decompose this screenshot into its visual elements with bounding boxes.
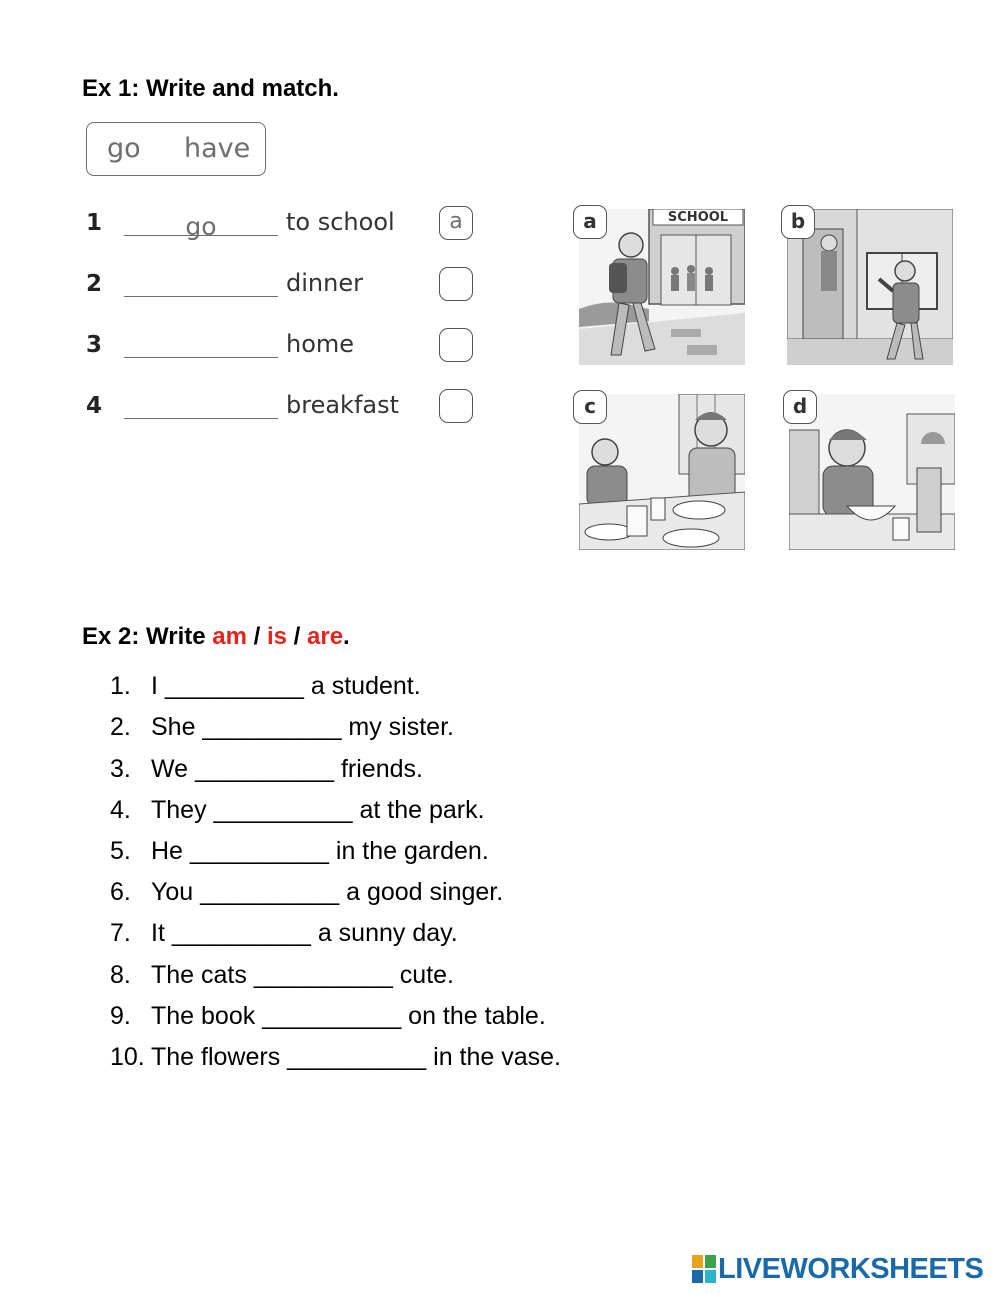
answer-input[interactable]: go xyxy=(185,212,217,241)
row-number: 4 xyxy=(86,393,103,419)
answer-line xyxy=(124,296,278,297)
ex2-heading-prefix: Ex 2: Write xyxy=(82,623,213,650)
picture-b xyxy=(787,209,953,365)
row-phrase: breakfast xyxy=(286,391,400,419)
answer-line xyxy=(124,418,278,419)
item-sentence[interactable]: The flowers __________ in the vase. xyxy=(151,1043,561,1071)
ex1-row-2 xyxy=(86,267,486,307)
item-number: 5. xyxy=(110,837,131,865)
item-sentence[interactable]: We __________ friends. xyxy=(151,755,423,783)
logo-text: LIVEWORKSHEETS xyxy=(718,1253,984,1285)
option-are: are xyxy=(307,623,344,650)
item-sentence[interactable]: The cats __________ cute. xyxy=(151,961,455,989)
ex1-row-4 xyxy=(86,389,486,429)
answer-line xyxy=(124,357,278,358)
picture-d xyxy=(789,394,955,550)
ex2-heading-suffix: . xyxy=(343,623,350,650)
logo-blocks-icon xyxy=(692,1255,716,1283)
row-number: 3 xyxy=(86,332,103,358)
ex1-heading: Ex 1: Write and match. xyxy=(82,75,339,102)
school-sign-text: SCHOOL xyxy=(667,210,729,225)
match-box[interactable]: a xyxy=(439,206,473,240)
word-box-word-have: have xyxy=(184,133,251,164)
ex1-row-3 xyxy=(86,328,486,368)
row-phrase: to school xyxy=(286,208,395,236)
match-box[interactable] xyxy=(439,267,473,301)
picture-label: b xyxy=(781,205,815,239)
item-number: 6. xyxy=(110,878,131,906)
item-number: 7. xyxy=(110,919,131,947)
option-am: am xyxy=(212,623,247,650)
item-number: 9. xyxy=(110,1002,131,1030)
item-number: 10. xyxy=(110,1043,145,1071)
option-is: is xyxy=(266,623,287,650)
separator: / xyxy=(246,623,267,650)
item-number: 2. xyxy=(110,713,131,741)
match-box[interactable] xyxy=(439,389,473,423)
ex2-heading xyxy=(82,622,350,652)
word-box-word-go: go xyxy=(107,133,141,164)
row-number: 2 xyxy=(86,271,103,297)
match-box[interactable] xyxy=(439,328,473,362)
item-sentence[interactable]: They __________ at the park. xyxy=(151,796,485,824)
item-number: 8. xyxy=(110,961,131,989)
picture-c xyxy=(579,394,745,550)
picture-label: c xyxy=(573,390,607,424)
picture-label: d xyxy=(783,390,817,424)
item-sentence[interactable]: She __________ my sister. xyxy=(151,713,454,741)
ex1-row-1 xyxy=(86,206,486,246)
row-phrase: dinner xyxy=(286,269,363,297)
item-number: 3. xyxy=(110,755,131,783)
separator: / xyxy=(286,623,307,650)
row-phrase: home xyxy=(286,330,355,358)
item-sentence[interactable]: It __________ a sunny day. xyxy=(151,919,458,947)
picture-a xyxy=(579,209,745,365)
row-number: 1 xyxy=(86,210,103,236)
item-number: 4. xyxy=(110,796,131,824)
item-number: 1. xyxy=(110,672,131,700)
picture-label: a xyxy=(573,205,607,239)
item-sentence[interactable]: He __________ in the garden. xyxy=(151,837,489,865)
item-sentence[interactable]: The book __________ on the table. xyxy=(151,1002,546,1030)
word-box xyxy=(86,122,266,176)
item-sentence[interactable]: I __________ a student. xyxy=(151,672,421,700)
item-sentence[interactable]: You __________ a good singer. xyxy=(151,878,504,906)
